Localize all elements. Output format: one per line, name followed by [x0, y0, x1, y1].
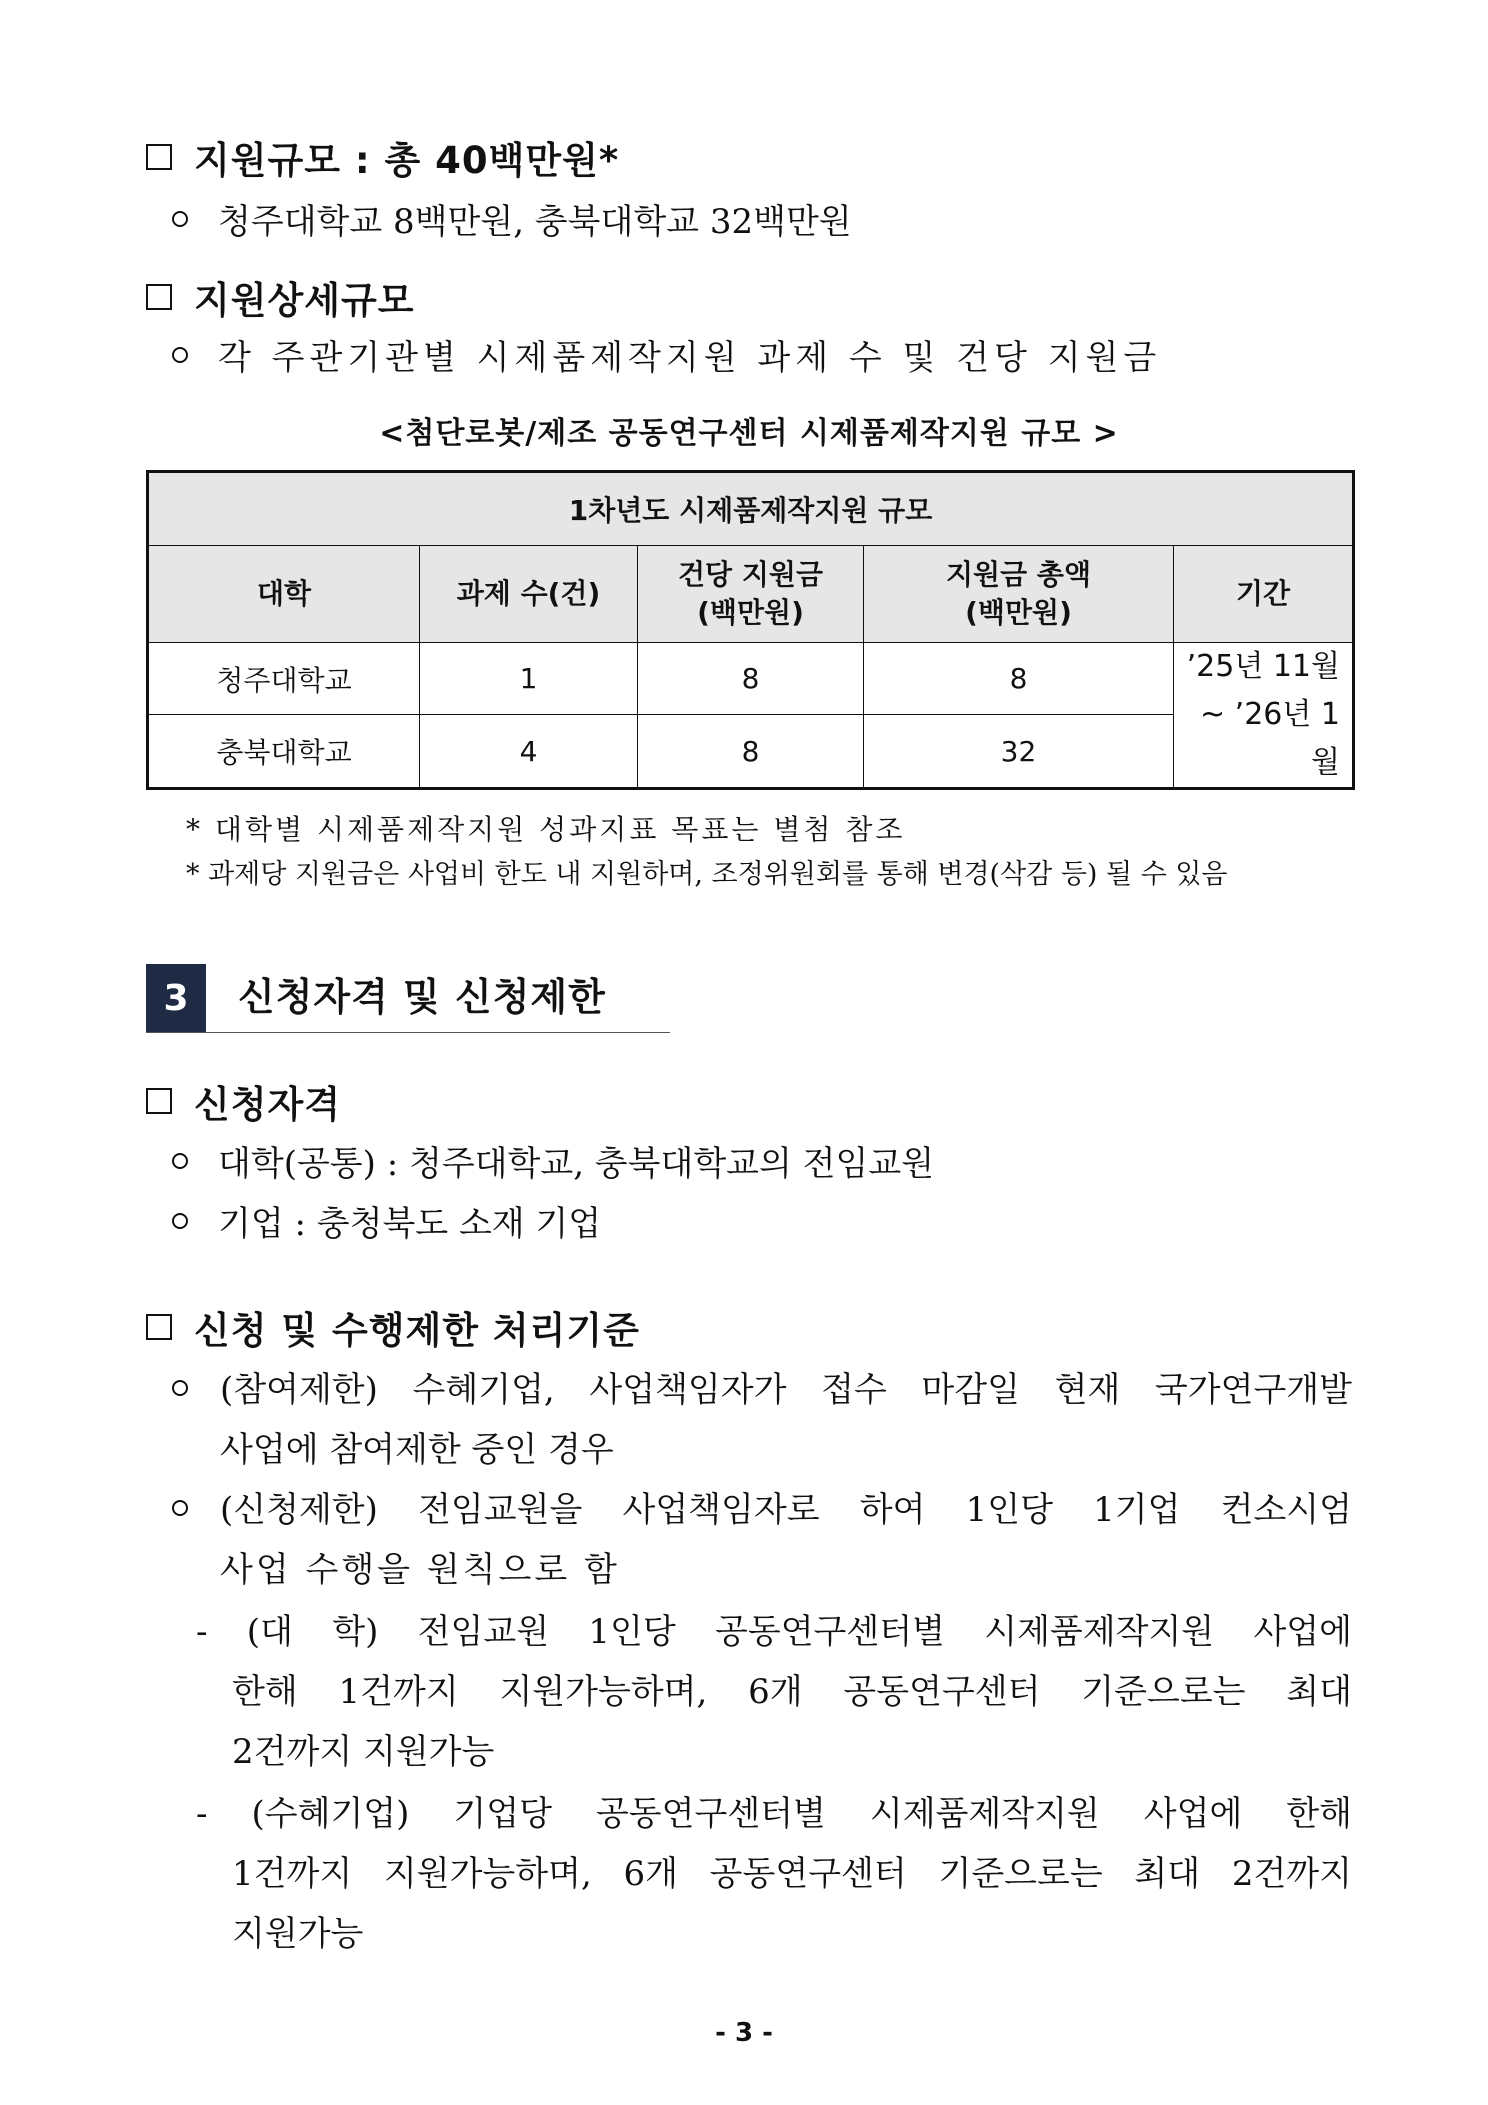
table-row	[148, 643, 1354, 715]
support-detail-bullet: 각 주관기관별 시제품제작지원 과제 수 및 건당 지원금	[172, 330, 1161, 379]
support-scale-heading: 지원규모 : 총 40백만원*	[146, 130, 619, 184]
cell-per-item: 8	[638, 715, 864, 789]
support-detail-heading: 지원상세규모	[146, 270, 414, 324]
circle-bullet-icon	[172, 1153, 188, 1169]
header-period: 기간	[1174, 546, 1354, 643]
restriction-detail-line: 1건까지 지원가능하며, 6개 공동연구센터 기준으로는 최대 2건까지	[232, 1854, 1352, 1894]
section-title: 신청자격 및 신청제한	[238, 975, 606, 1019]
header-total: 지원금 총액 (백만원)	[864, 546, 1174, 643]
cell-period: ’25년 11월 ~ ’26년 1월	[1174, 643, 1354, 789]
restriction-detail-line: 2건까지 지원가능	[232, 1732, 495, 1772]
cell-university: 충북대학교	[148, 715, 420, 789]
checkbox-square-icon	[146, 144, 172, 170]
restriction-bullet-line: (참여제한) 수혜기업, 사업책임자가 접수 마감일 현재 국가연구개발	[220, 1370, 1352, 1410]
eligibility-bullet: 기업 : 충청북도 소재 기업	[172, 1196, 601, 1245]
circle-bullet-icon	[172, 1213, 188, 1229]
eligibility-heading: 신청자격	[146, 1074, 341, 1128]
cell-per-item: 8	[638, 643, 864, 715]
restriction-detail-line: 한해 1건까지 지원가능하며, 6개 공동연구센터 기준으로는 최대	[232, 1672, 1352, 1712]
header-per-item: 건당 지원금 (백만원)	[638, 546, 864, 643]
circle-bullet-icon	[172, 1500, 188, 1516]
checkbox-square-icon	[146, 284, 172, 310]
restriction-detail-line: 지원가능	[232, 1914, 364, 1954]
section-underline	[146, 1032, 670, 1033]
circle-bullet-icon	[172, 211, 188, 227]
circle-bullet-icon	[172, 1380, 188, 1396]
section-number: 3	[146, 964, 206, 1032]
restriction-detail-line: - (수혜기업) 기업당 공동연구센터별 시제품제작지원 사업에 한해	[196, 1794, 1352, 1834]
table-top-header: 1차년도 시제품제작지원 규모	[148, 472, 1354, 546]
table-caption: <첨단로봇/제조 공동연구센터 시제품제작지원 규모 >	[379, 416, 1119, 451]
note-line: * 대학별 시제품제작지원 성과지표 목표는 별첨 참조	[186, 813, 906, 846]
checkbox-square-icon	[146, 1088, 172, 1114]
support-table	[146, 470, 1355, 790]
header-university: 대학	[148, 546, 420, 643]
table-row	[148, 715, 1354, 789]
header-count: 과제 수(건)	[420, 546, 638, 643]
checkbox-square-icon	[146, 1314, 172, 1340]
restriction-bullet-line: (신청제한) 전임교원을 사업책임자로 하여 1인당 1기업 컨소시엄	[220, 1490, 1352, 1530]
cell-total: 32	[864, 715, 1174, 789]
note-line: * 과제당 지원금은 사업비 한도 내 지원하며, 조정위원회를 통해 변경(삭감 등) 될 수 있음	[186, 859, 1228, 890]
restriction-heading: 신청 및 수행제한 처리기준	[146, 1300, 640, 1354]
circle-bullet-icon	[172, 347, 188, 363]
restriction-bullet-line: 사업에 참여제한 중인 경우	[220, 1430, 614, 1470]
cell-count: 4	[420, 715, 638, 789]
restriction-detail-line: - (대 학) 전임교원 1인당 공동연구센터별 시제품제작지원 사업에	[196, 1612, 1352, 1652]
page-number: - 3 -	[715, 2018, 773, 2048]
cell-total: 8	[864, 643, 1174, 715]
cell-count: 1	[420, 643, 638, 715]
eligibility-bullet: 대학(공통) : 청주대학교, 충북대학교의 전임교원	[172, 1136, 934, 1185]
cell-university: 청주대학교	[148, 643, 420, 715]
support-scale-bullet: 청주대학교 8백만원, 충북대학교 32백만원	[172, 194, 852, 243]
restriction-bullet-line: 사업 수행을 원칙으로 함	[220, 1550, 620, 1590]
